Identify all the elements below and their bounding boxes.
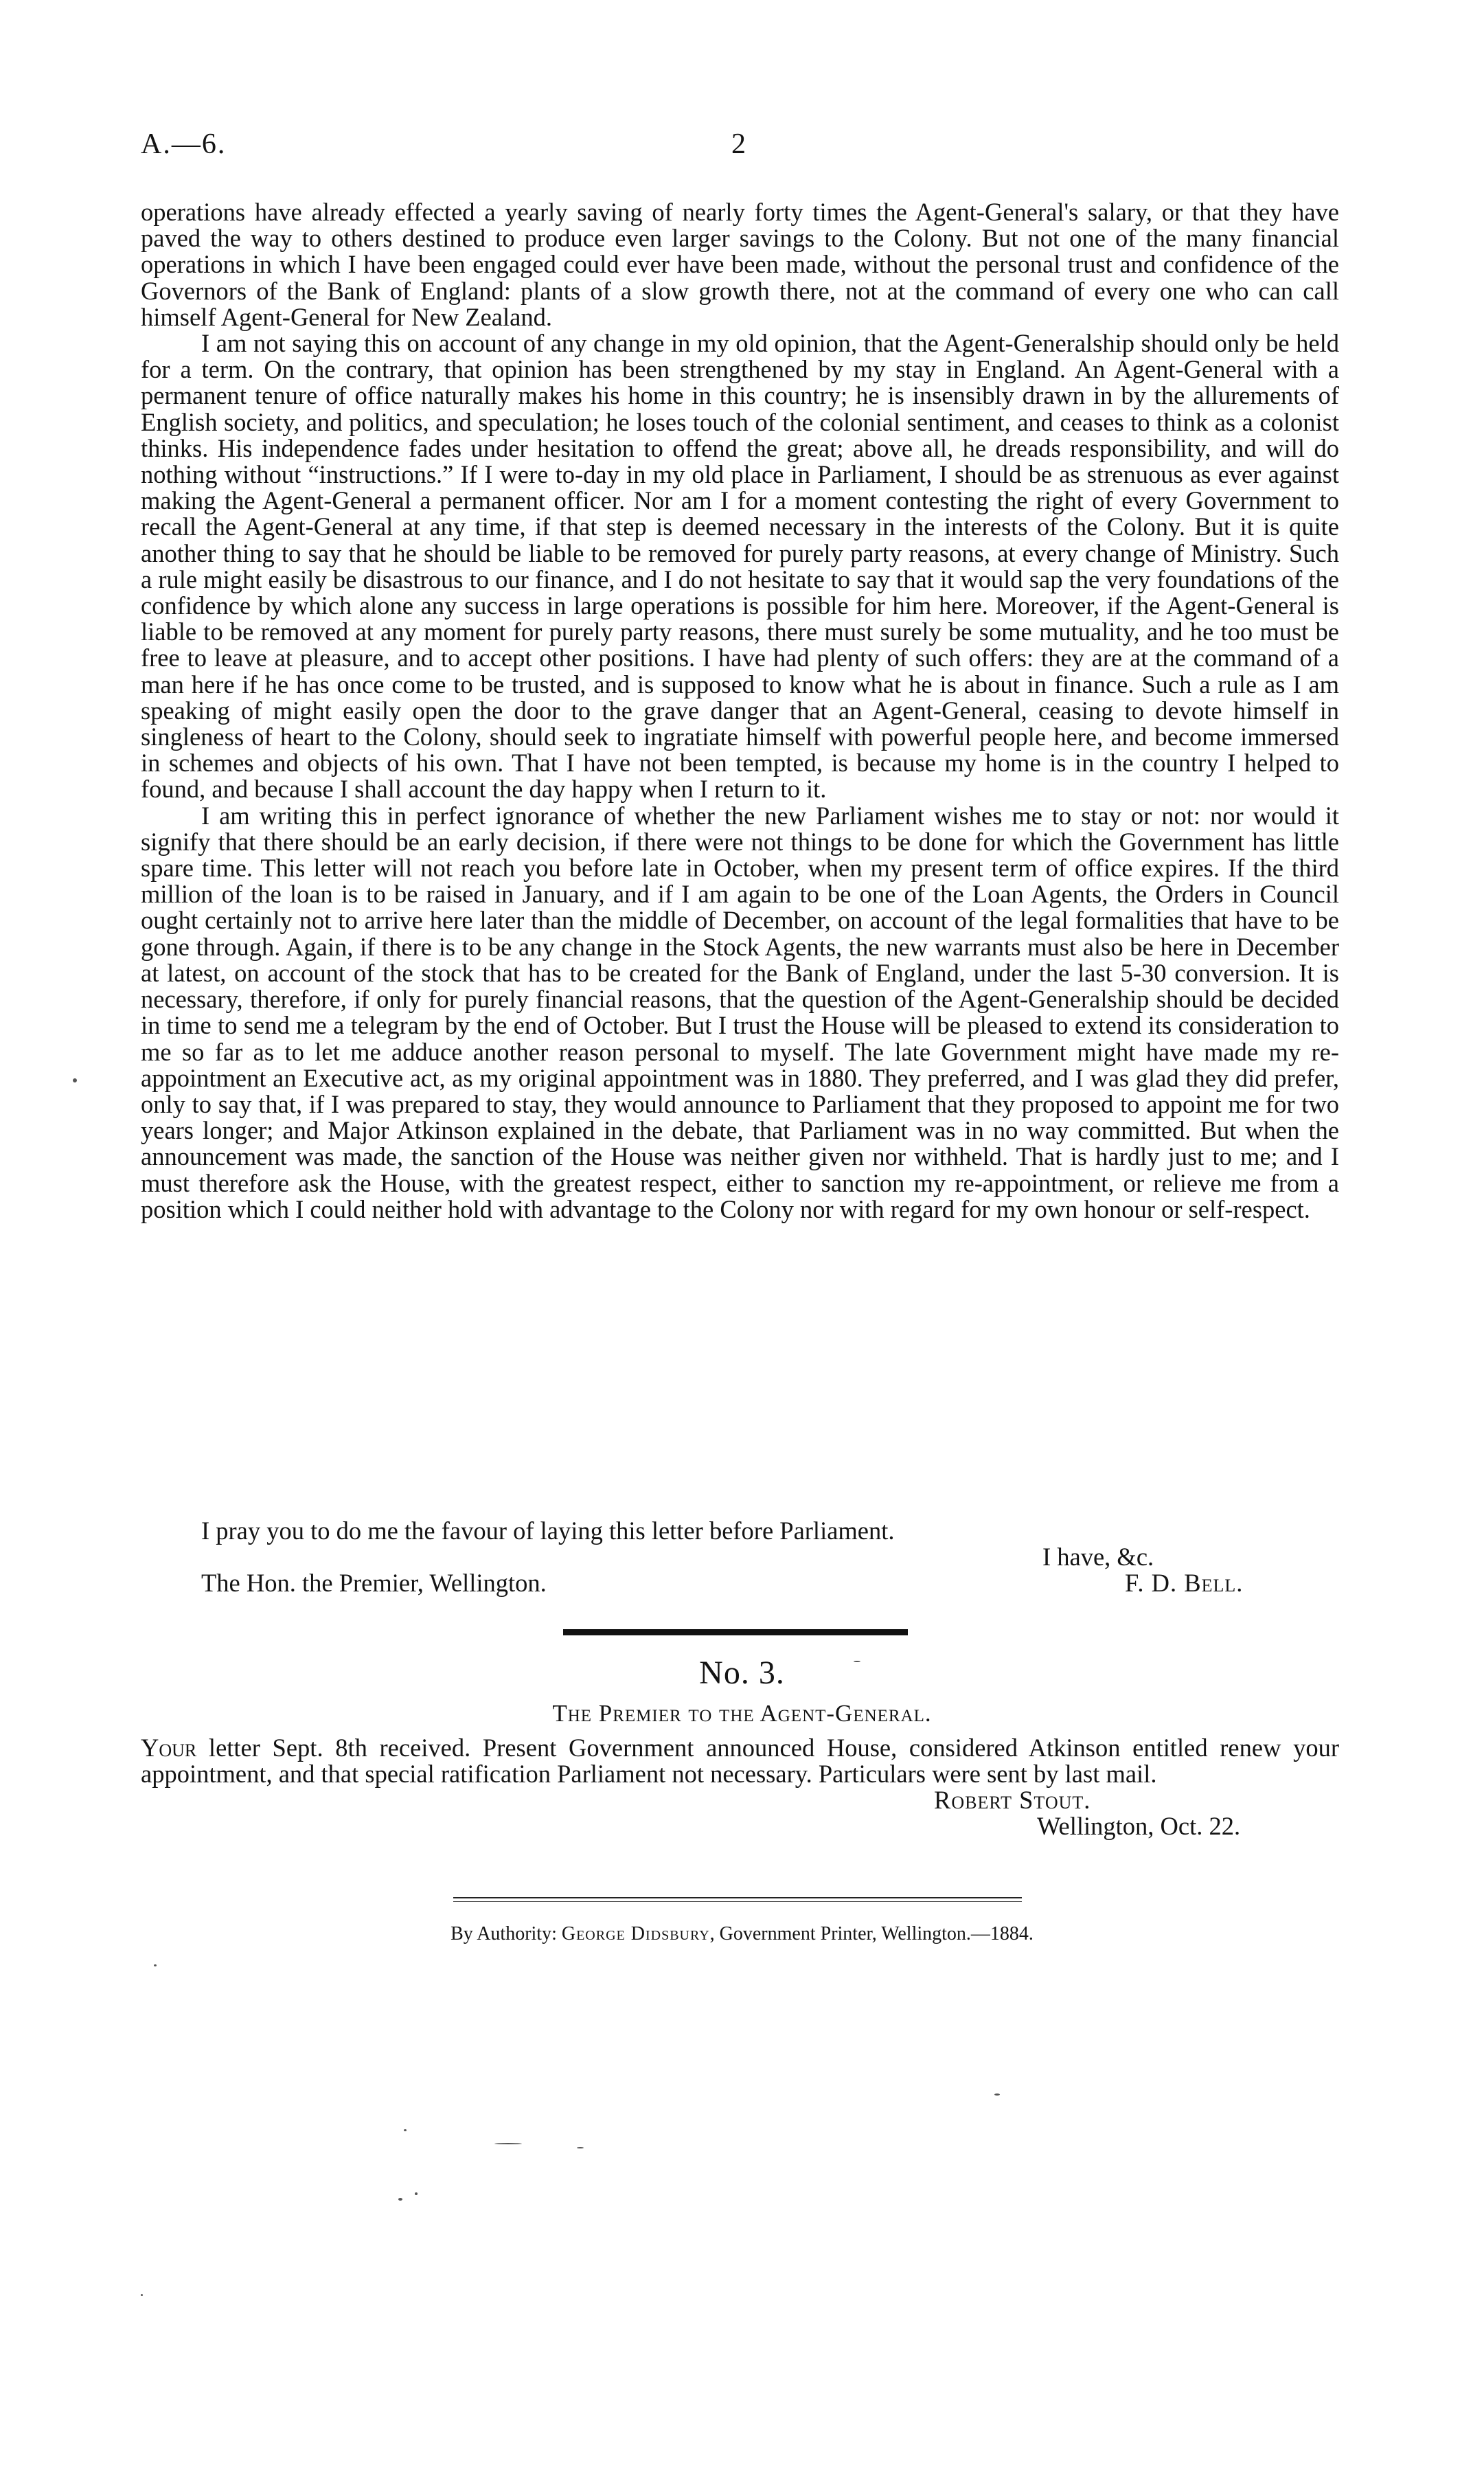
- printer-imprint: [0, 1923, 1484, 1945]
- imprint-prefix: By Authority:: [450, 1923, 557, 1944]
- scan-speck: [154, 1964, 157, 1966]
- section-divider: [563, 1629, 908, 1635]
- section-number: No. 3.: [699, 1655, 785, 1691]
- telegram-signature: Robert Stout.: [934, 1786, 1091, 1814]
- footer-rule-secondary: [453, 1901, 1022, 1902]
- telegram-lead: Your: [141, 1734, 197, 1762]
- telegram-text: letter Sept. 8th received. Present Government announced House, considered Atkinson entitled renew your appointment, and that special ratification Parliament not necessary. Particulars were sent by last mail.: [141, 1734, 1339, 1789]
- letter-closing: I pray you to do me the favour of laying this letter before Parliament.: [201, 1517, 895, 1545]
- document-reference: A.—6.: [141, 128, 227, 160]
- scan-speck: [398, 2198, 402, 2201]
- scan-speck: [73, 1078, 77, 1082]
- letter-paragraph: I am writing this in perfect ignorance of whether the new Parliament wishes me to stay or not: nor would it signify that there should be an early decision, if there were not things to be done for which the Government has little spare time. This letter will not reach you before late in October, when my present term of office expires. If the third million of the loan is to be raised in January, and if I am again to be one of the Loan Agents, the Orders in Council ought certainly not to arrive here later than the middle of December, on account of the legal formalities that have to be gone through. Again, if there is to be any change in the Stock Agents, the new warrants must also be here in December at latest, on account of the stock that has to be created for the Bank of England, under the last 5-30 conversion. It is necessary, therefore, if only for purely financial reasons, that the question of the Agent-Generalship should be decided in time to send me a telegram by the end of October. But I trust the House will be pleased to extend its consideration to me so far as to let me adduce another reason personal to myself. The late Government might have made my re-appointment an Executive act, as my original appointment was in 1880. They preferred, and I was glad they did prefer, only to say that, if I was prepared to stay, they would announce to Parliament that they proposed to appoint me for two years longer; and Major Atkinson explained in the debate, that Parliament was in no way committed. But when the announcement was made, the sanction of the House was neither given nor withheld. That is hardly just to me; and I must therefore ask the House, with the greatest respect, either to sanction my re-appointment, or relieve me from a position which I could neither hold with advantage to the Colony nor with regard for my own honour or self-respect.: [141, 801, 1339, 1223]
- letter-paragraph: operations have already effected a yearly saving of nearly forty times the Agent-General's salary, or that they have paved the way to others destined to produce even larger savings to the Colony. But not one of the many financial operations in which I have been engaged could ever have been made, without the personal trust and confidence of the Governors of the Bank of England: plants of a slow growth there, not at the command of every one who can call himself Agent-General for New Zealand.: [141, 198, 1339, 331]
- scan-speck: [577, 2147, 584, 2148]
- letter-body: [141, 199, 1339, 1223]
- letter-paragraph: I am not saying this on account of any change in my old opinion, that the Agent-Generalship should only be held for a term. On the contrary, that opinion has been strengthened by my stay in England. An Agent-General with a permanent tenure of office naturally makes his home in this country; he is insensibly drawn in by the allurements of English society, and politics, and speculation; he loses touch of the colonial sentiment, and ceases to think as a colonist thinks. His independence fades under hesitation to offend the great; above all, he dreads responsibility, and will do nothing without “instructions.” If I were to-day in my old place in Parliament, I should be as strenuous as ever against making the Agent-General a permanent officer. Nor am I for a moment contesting the right of every Government to recall the Agent-General at any time, if that step is deemed necessary in the interests of the Colony. But it is quite another thing to say that he should be liable to be removed for purely party reasons, at every change of Ministry. Such a rule might easily be disastrous to our finance, and I do not hesitate to say that it would sap the very foundations of the confidence by which alone any success in large operations is possible for him here. Moreover, if the Agent-General is liable to be removed at any moment for purely party reasons, there must surely be some mutuality, and he too must be free to leave at pleasure, and to accept other positions. I have had plenty of such offers: they are at the command of a man here if he has once come to be trusted, and is supposed to know what he is about in finance. Such a rule as I am speaking of might easily open the door to the grave danger that an Agent-General, ceasing to devote himself in singleness of heart to the Colony, should seek to ingratiate himself with powerful people here, and become immersed in schemes and objects of his own. That I have not been tempted, is because my home is in the country I helped to found, and because I shall account the day happy when I return to it.: [141, 329, 1339, 804]
- footer-rule: [453, 1897, 1022, 1898]
- section-subtitle: The Premier to the Agent-General.: [552, 1700, 932, 1727]
- scan-speck: [404, 2129, 407, 2131]
- letter-signature: F. D. Bell.: [1125, 1569, 1244, 1597]
- telegram-place-date: Wellington, Oct. 22.: [1037, 1812, 1241, 1840]
- imprint-suffix: , Government Printer, Wellington.—1884.: [709, 1923, 1034, 1944]
- page-number: 2: [731, 128, 746, 160]
- scan-speck: [994, 2093, 1000, 2096]
- scan-speck: [494, 2143, 522, 2144]
- scan-speck: [415, 2192, 418, 2195]
- letter-addressee: The Hon. the Premier, Wellington.: [201, 1569, 547, 1597]
- printer-name: George Didsbury: [561, 1923, 710, 1944]
- telegram-body: [141, 1735, 1339, 1787]
- scan-speck: [854, 1661, 860, 1662]
- letter-formula: I have, &c.: [1042, 1543, 1154, 1571]
- scan-speck: [141, 2294, 143, 2296]
